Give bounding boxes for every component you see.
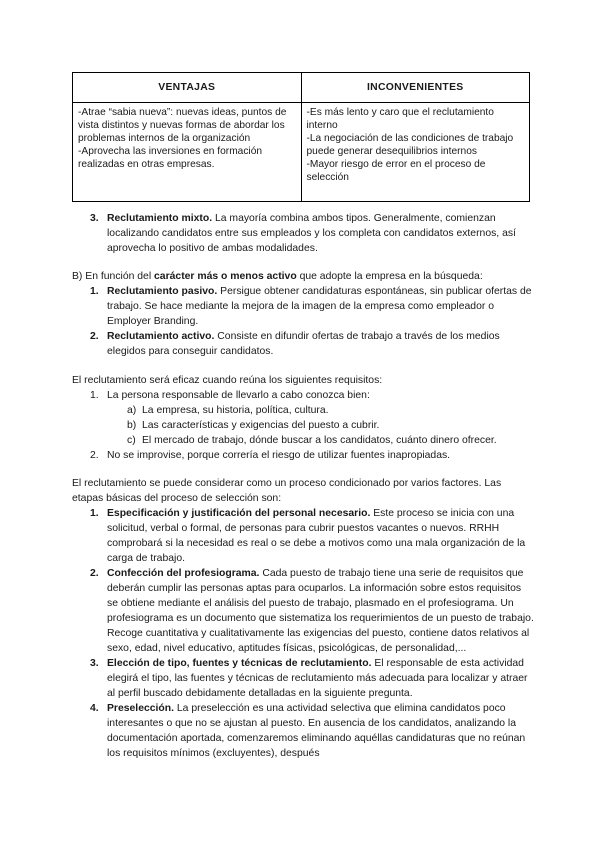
section-b-intro (72, 269, 534, 284)
sub-text: El mercado de trabajo, dónde buscar a los candidatos, cuánto dinero ofrecer. (142, 435, 497, 446)
item-text: Cada puesto de trabajo tiene una serie de requisitos que deberán cumplir las personas aptas para ocuparlos. La información sobre estos requisitos se obtiene mediante el análisis del puesto de trabajo, plasmado en el profesiograma. Un profesiograma es un documento que sistematiza los requerimientos de un puesto de trabajo. Recoge cuantitativa y cualitativamente las exigencias del puesto, contiene datos relativos al sexo, edad, nivel educativo, aptitudes físicas, psicológicas, de personalidad,... (107, 568, 534, 654)
intro-prefix: B) En función del (72, 271, 155, 282)
item-text: Consiste en difundir ofertas de trabajo a través de los medios elegidos para conseguir candidatos. (107, 331, 500, 357)
sub-letter: c) (127, 435, 136, 446)
header-ventajas: VENTAJAS (73, 73, 302, 103)
sub-text: Las características y exigencias del puesto a cubrir. (142, 420, 380, 431)
item-number: 1. (90, 286, 99, 297)
item-text: La persona responsable de llevarlo a cabo conozca bien: (107, 390, 370, 401)
sub-item (72, 433, 534, 448)
requisitos-intro: El reclutamiento será eficaz cuando reúna los siguientes requisitos: (72, 375, 383, 386)
sub-letter: b) (127, 420, 137, 431)
list-item (72, 701, 534, 761)
item-title: Reclutamiento mixto. (107, 213, 213, 224)
item-title: Reclutamiento pasivo. (107, 286, 218, 297)
mixto-block (72, 211, 534, 256)
sub-letter: a) (127, 405, 137, 416)
inconveniente-line: -Es más lento y caro que el reclutamiento interno (306, 107, 494, 131)
ventaja-line: -Aprovecha las inversiones en formación realizadas en otras empresas. (78, 146, 263, 170)
inconveniente-line: -Mayor riesgo de error en el proceso de selección (306, 159, 486, 183)
inconvenientes-cell (301, 103, 530, 202)
item-number: 3. (90, 658, 99, 669)
sub-item (72, 403, 534, 418)
sub-text: La empresa, su historia, política, cultura. (142, 405, 329, 416)
item-number: 2. (90, 568, 99, 579)
item-title: Elección de tipo, fuentes y técnicas de reclutamiento. (107, 658, 372, 669)
item-title: Especificación y justificación del personal necesario. (107, 508, 371, 519)
item-number: 2. (90, 331, 99, 342)
item-title: Preselección. (107, 703, 175, 714)
ventajas-cell (73, 103, 302, 202)
intro-suffix: que adopte la empresa en la búsqueda: (296, 271, 483, 282)
header-inconvenientes: INCONVENIENTES (301, 73, 530, 103)
list-item (72, 448, 534, 463)
list-item (72, 211, 534, 256)
item-text: Persigue obtener candidaturas espontáneas, sin publicar ofertas de trabajo. Se hace mediante la mejora de la imagen de la empresa como empleador o Employer Branding. (107, 286, 532, 327)
item-text: No se improvise, porque correría el riesgo de utilizar fuentes inapropiadas. (107, 450, 451, 461)
sub-item (72, 418, 534, 433)
list-item (72, 506, 534, 566)
ventaja-line: -Atrae “sabia nueva”: nuevas ideas, puntos de vista distintos y nuevas formas de abordar los problemas internos de la organización (78, 107, 287, 144)
item-text: La preselección es una actividad selectiva que elimina candidatos poco interesantes o que no se ajustan al puesto. En ausencia de los candidatos, analizando la documentación aportada, comenzaremos eliminando aquéllas candidaturas que no reúnan los requisitos mínimos (excluyentes), después (107, 703, 526, 759)
item-number: 2. (90, 450, 99, 461)
item-text: Este proceso se inicia con una solicitud, verbal o formal, de personas para cubrir puestos vacantes o nuevos. RRHH comprobará si la necesidad es real o se debe a motivos como una mala organización de la carga de trabajo. (107, 508, 526, 564)
requisitos-block (72, 373, 534, 463)
list-item (72, 388, 534, 403)
item-number: 1. (90, 508, 99, 519)
item-title: Confección del profesiograma. (107, 568, 260, 579)
list-item (72, 566, 534, 656)
proceso-intro: El reclutamiento se puede considerar como un proceso condicionado por varios factores. Las etapas básicas del proceso de selección son: (72, 478, 502, 504)
item-text: El responsable de esta actividad elegirá el tipo, las fuentes y técnicas de reclutamiento más adecuada para localizar y atraer al perfil buscado debidamente detalladas en la siguiente pregunta. (107, 658, 528, 699)
list-item (72, 284, 534, 329)
item-text: La mayoría combina ambos tipos. Generalmente, comienzan localizando candidatos entre sus empleados y los completa con candidatos externos, así aprovecha lo positivo de ambas modalidades. (107, 213, 516, 254)
item-title: Reclutamiento activo. (107, 331, 215, 342)
inconveniente-line: -La negociación de las condiciones de trabajo puede generar desequilibrios internos (306, 133, 514, 157)
pros-cons-table (72, 72, 530, 202)
intro-bold: carácter más o menos activo (154, 271, 297, 282)
item-number: 4. (90, 703, 99, 714)
list-item (72, 329, 534, 359)
section-b (72, 269, 534, 359)
item-number: 3. (90, 213, 99, 224)
list-item (72, 656, 534, 701)
proceso-block (72, 476, 534, 761)
item-number: 1. (90, 390, 99, 401)
